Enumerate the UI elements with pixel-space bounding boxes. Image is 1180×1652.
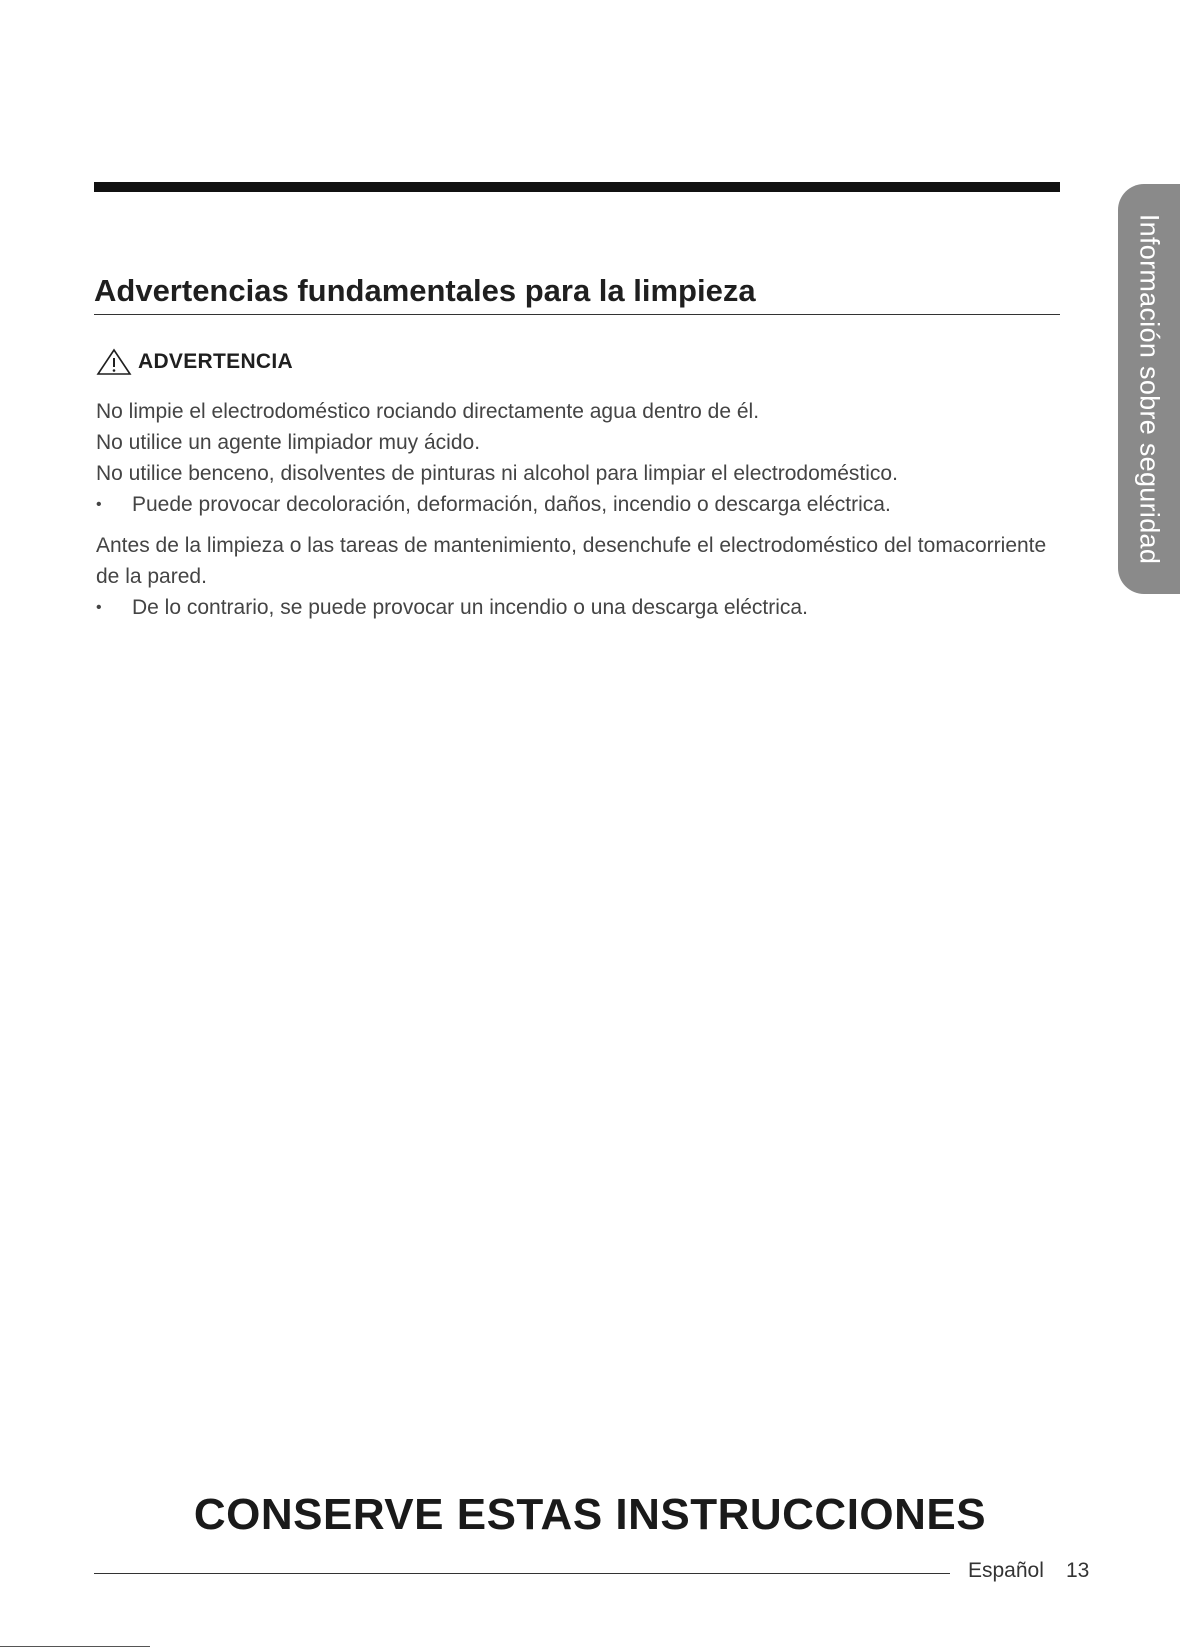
warning-label: ADVERTENCIA	[138, 350, 293, 373]
page-number: 13	[1066, 1559, 1090, 1582]
bullet-text: Puede provocar decoloración, deformación, daños, incendio o descarga eléctrica.	[132, 493, 891, 516]
bottom-edge-line	[0, 1646, 150, 1647]
footer-divider	[94, 1573, 950, 1574]
warning-content	[96, 396, 1056, 623]
warning-line: No utilice benceno, disolventes de pinturas ni alcohol para limpiar el electrodoméstico.	[96, 462, 898, 485]
bullet-dot-icon: •	[96, 496, 102, 513]
bullet-dot-icon: •	[96, 599, 102, 616]
footer-language: Español	[968, 1559, 1044, 1582]
top-divider	[94, 182, 1060, 192]
section-title: Advertencias fundamentales para la limpieza	[94, 273, 756, 308]
bullet-item	[96, 592, 1056, 623]
side-tab-label: Información sobre seguridad	[1134, 213, 1165, 565]
bullet-text: De lo contrario, se puede provocar un incendio o una descarga eléctrica.	[132, 596, 808, 619]
title-underline	[94, 314, 1060, 315]
warning-heading	[96, 348, 293, 376]
warning-line: No utilice un agente limpiador muy ácido.	[96, 431, 481, 454]
warning-line: No limpie el electrodoméstico rociando directamente agua dentro de él.	[96, 400, 760, 423]
side-tab	[1118, 184, 1180, 594]
footer-title: CONSERVE ESTAS INSTRUCCIONES	[193, 1490, 987, 1539]
bullet-item	[96, 489, 1056, 520]
warning-triangle-icon	[96, 348, 132, 376]
warning-paragraph: Antes de la limpieza o las tareas de mantenimiento, desenchufe el electrodoméstico del tomacorriente de la pared.	[96, 534, 1047, 588]
